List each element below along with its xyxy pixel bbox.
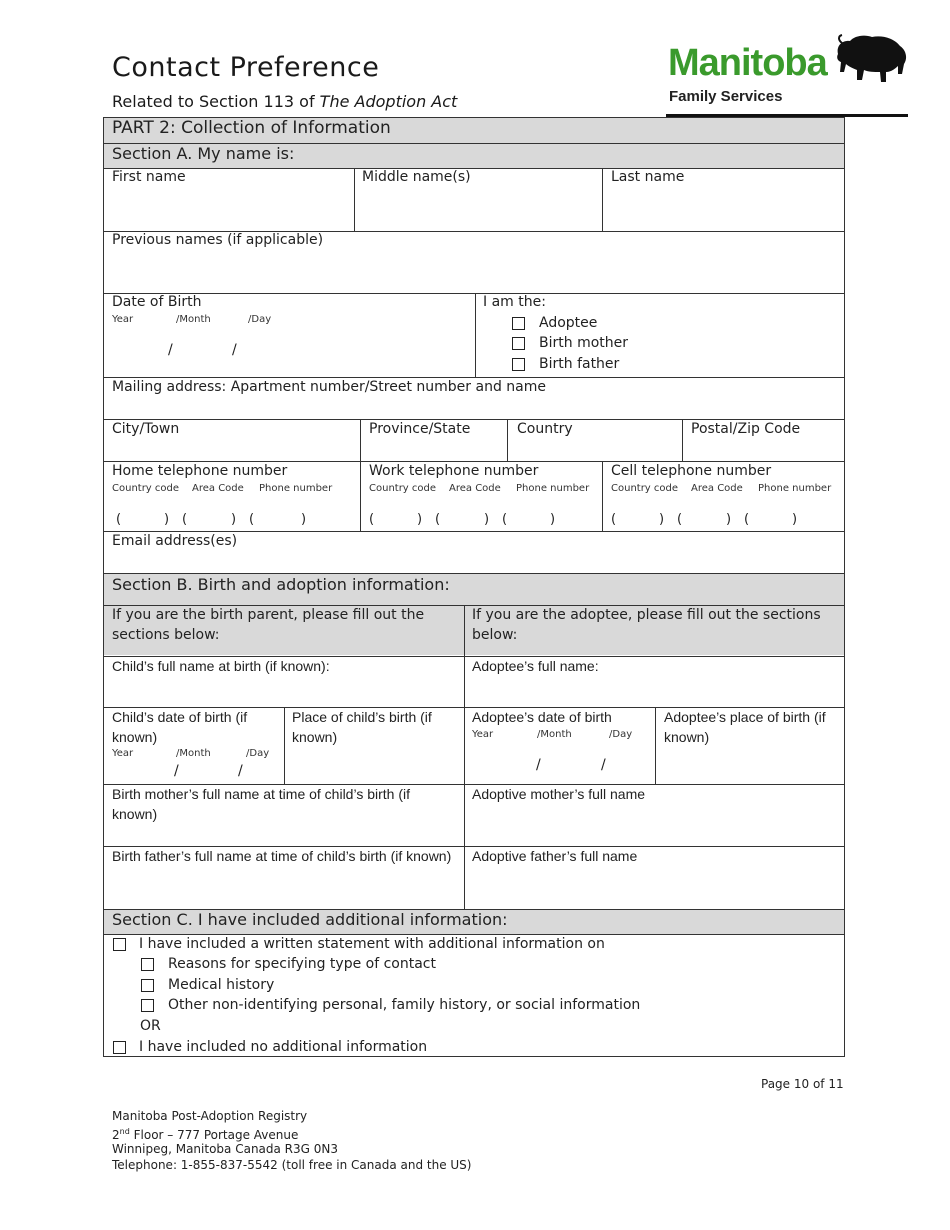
paren-open: (: [182, 512, 188, 527]
paren-open: (: [116, 512, 122, 527]
section-c-heading: Section C. I have included additional information:: [112, 910, 508, 929]
adoptive-mother-name-field[interactable]: [465, 806, 843, 845]
dob-slash: /: [232, 342, 237, 358]
paren-close: ): [231, 512, 237, 527]
paren-close: ): [164, 512, 170, 527]
child-name-label: Child’s full name at birth (if known):: [112, 658, 330, 674]
written-statement-checkbox[interactable]: [113, 938, 126, 951]
dob-slash: /: [168, 342, 173, 358]
paren-open: (: [744, 512, 750, 527]
dob-field[interactable]: [104, 332, 474, 376]
child-name-field[interactable]: [104, 678, 464, 706]
child-dob-field[interactable]: [104, 762, 284, 783]
country-code-hint: Country code: [611, 483, 679, 494]
email-field[interactable]: [104, 552, 844, 572]
subtitle-prefix: Related to Section 113 of: [112, 92, 320, 111]
child-dob-year-hint: Year: [112, 748, 134, 759]
or-label: OR: [140, 1018, 161, 1034]
paren-close: ): [726, 512, 732, 527]
province-label: Province/State: [369, 421, 471, 437]
adoptee-dob-slash: /: [536, 757, 541, 773]
adoptee-birthplace-field[interactable]: [656, 748, 843, 783]
birth-parent-intro: If you are the birth parent, please fill out the sections below:: [112, 607, 425, 643]
birth-mother-name-field[interactable]: [104, 824, 464, 845]
email-label: Email address(es): [112, 533, 238, 549]
home-phone-field[interactable]: [104, 498, 360, 530]
work-phone-field[interactable]: [361, 498, 602, 530]
logo-department: Family Services: [669, 88, 783, 105]
adoptee-dob-field[interactable]: [465, 748, 655, 783]
adoptee-dob-slash: /: [601, 757, 606, 773]
footer-phone: Telephone: 1-855-837-5542 (toll free in Canada and the US): [112, 1158, 472, 1172]
country-code-hint: Country code: [112, 483, 180, 494]
middle-name-field[interactable]: [355, 188, 602, 230]
i-am-the-label: I am the:: [483, 294, 546, 310]
paren-open: (: [611, 512, 617, 527]
other-info-checkbox[interactable]: [141, 999, 154, 1012]
other-info-label: Other non-identifying personal, family history, or social information: [168, 997, 641, 1013]
previous-names-field[interactable]: [104, 252, 844, 292]
row-divider: [104, 293, 844, 294]
birth-mother-checkbox[interactable]: [512, 337, 525, 350]
adoptee-dob-month-hint: /Month: [537, 729, 572, 740]
adoptive-mother-name-label: Adoptive mother’s full name: [472, 786, 646, 802]
act-name: The Adoption Act: [319, 92, 458, 111]
page-title: Contact Preference: [112, 52, 380, 83]
middle-name-label: Middle name(s): [362, 169, 471, 185]
paren-close: ): [792, 512, 798, 527]
phone-number-hint: Phone number: [516, 483, 590, 494]
footer-org: Manitoba Post-Adoption Registry: [112, 1109, 308, 1123]
country-code-hint: Country code: [369, 483, 437, 494]
paren-open: (: [369, 512, 375, 527]
adoptee-name-field[interactable]: [465, 678, 843, 706]
child-dob-label: Child’s date of birth (if known): [112, 709, 248, 745]
area-code-hint: Area Code: [449, 483, 501, 494]
section-a-heading: Section A. My name is:: [112, 144, 295, 163]
province-field[interactable]: [361, 439, 507, 460]
paren-close: ): [484, 512, 490, 527]
mailing-address-field[interactable]: [104, 398, 844, 418]
last-name-label: Last name: [611, 169, 685, 185]
paren-open: (: [502, 512, 508, 527]
postal-code-field[interactable]: [683, 439, 843, 460]
cell-phone-label: Cell telephone number: [611, 463, 772, 479]
paren-close: ): [659, 512, 665, 527]
adoptee-intro: If you are the adoptee, please fill out the sections below:: [472, 607, 821, 643]
dob-label: Date of Birth: [112, 294, 202, 310]
page-number: Page 10 of 11: [761, 1077, 844, 1091]
first-name-label: First name: [112, 169, 186, 185]
row-divider: [104, 573, 844, 574]
reasons-checkbox[interactable]: [141, 958, 154, 971]
mailing-address-label: Mailing address: Apartment number/Street number and name: [112, 379, 546, 395]
footer-city: Winnipeg, Manitoba Canada R3G 0N3: [112, 1142, 339, 1156]
child-birthplace-field[interactable]: [285, 748, 464, 783]
medical-history-checkbox[interactable]: [141, 979, 154, 992]
page-subtitle: [112, 92, 457, 111]
no-additional-info-label: I have included no additional information: [139, 1039, 428, 1055]
bison-icon: [832, 34, 908, 86]
child-dob-slash: /: [238, 763, 243, 779]
medical-history-label: Medical history: [168, 977, 275, 993]
birth-father-name-label: Birth father’s full name at time of child’s birth (if known): [112, 848, 452, 864]
work-phone-label: Work telephone number: [369, 463, 539, 479]
adoptee-birthplace-label: Adoptee’s place of birth (if known): [664, 709, 826, 745]
previous-names-label: Previous names (if applicable): [112, 232, 324, 248]
written-statement-label: I have included a written statement with additional information on: [139, 936, 605, 952]
birth-mother-label: Birth mother: [539, 335, 628, 351]
floor-suffix: nd: [119, 1127, 130, 1136]
paren-close: ): [417, 512, 423, 527]
floor-rest: Floor – 777 Portage Avenue: [129, 1128, 299, 1142]
phone-number-hint: Phone number: [758, 483, 832, 494]
adoptee-name-label: Adoptee’s full name:: [472, 658, 599, 674]
contact-form: [103, 117, 845, 1057]
cell-phone-field[interactable]: [603, 498, 843, 530]
paren-close: ): [550, 512, 556, 527]
adoptee-label: Adoptee: [539, 315, 598, 331]
child-birthplace-label: Place of child’s birth (if known): [292, 709, 432, 745]
adoptive-father-name-field[interactable]: [465, 868, 843, 908]
child-dob-day-hint: /Day: [246, 748, 270, 759]
paren-open: (: [677, 512, 683, 527]
section-b-heading: Section B. Birth and adoption information:: [112, 575, 450, 594]
floor-number: 2: [112, 1128, 120, 1142]
no-additional-info-checkbox[interactable]: [113, 1041, 126, 1054]
child-dob-month-hint: /Month: [176, 748, 211, 759]
phone-number-hint: Phone number: [259, 483, 333, 494]
dob-year-hint: Year: [112, 314, 134, 325]
adoptive-father-name-label: Adoptive father’s full name: [472, 848, 638, 864]
birth-father-checkbox[interactable]: [512, 358, 525, 371]
adoptee-dob-year-hint: Year: [472, 729, 494, 740]
logo-name: Manitoba: [668, 42, 827, 84]
birth-mother-name-label: Birth mother’s full name at time of child’s birth (if known): [112, 786, 411, 822]
country-label: Country: [517, 421, 573, 437]
country-field[interactable]: [508, 439, 682, 460]
reasons-label: Reasons for specifying type of contact: [168, 956, 436, 972]
area-code-hint: Area Code: [192, 483, 244, 494]
adoptee-checkbox[interactable]: [512, 317, 525, 330]
col-divider: [475, 293, 476, 377]
dob-month-hint: /Month: [176, 314, 211, 325]
manitoba-logo: [666, 34, 910, 120]
row-divider: [104, 168, 844, 169]
child-dob-slash: /: [174, 763, 179, 779]
birth-father-name-field[interactable]: [104, 886, 464, 908]
area-code-hint: Area Code: [691, 483, 743, 494]
birth-father-label: Birth father: [539, 356, 620, 372]
city-field[interactable]: [104, 439, 360, 460]
postal-code-label: Postal/Zip Code: [691, 421, 801, 437]
home-phone-label: Home telephone number: [112, 463, 288, 479]
city-label: City/Town: [112, 421, 180, 437]
paren-close: ): [301, 512, 307, 527]
last-name-field[interactable]: [603, 188, 843, 230]
first-name-field[interactable]: [104, 188, 354, 230]
paren-open: (: [249, 512, 255, 527]
part-heading: PART 2: Collection of Information: [112, 118, 391, 138]
dob-day-hint: /Day: [248, 314, 272, 325]
adoptee-dob-day-hint: /Day: [609, 729, 633, 740]
adoptee-dob-label: Adoptee’s date of birth: [472, 709, 612, 725]
paren-open: (: [435, 512, 441, 527]
